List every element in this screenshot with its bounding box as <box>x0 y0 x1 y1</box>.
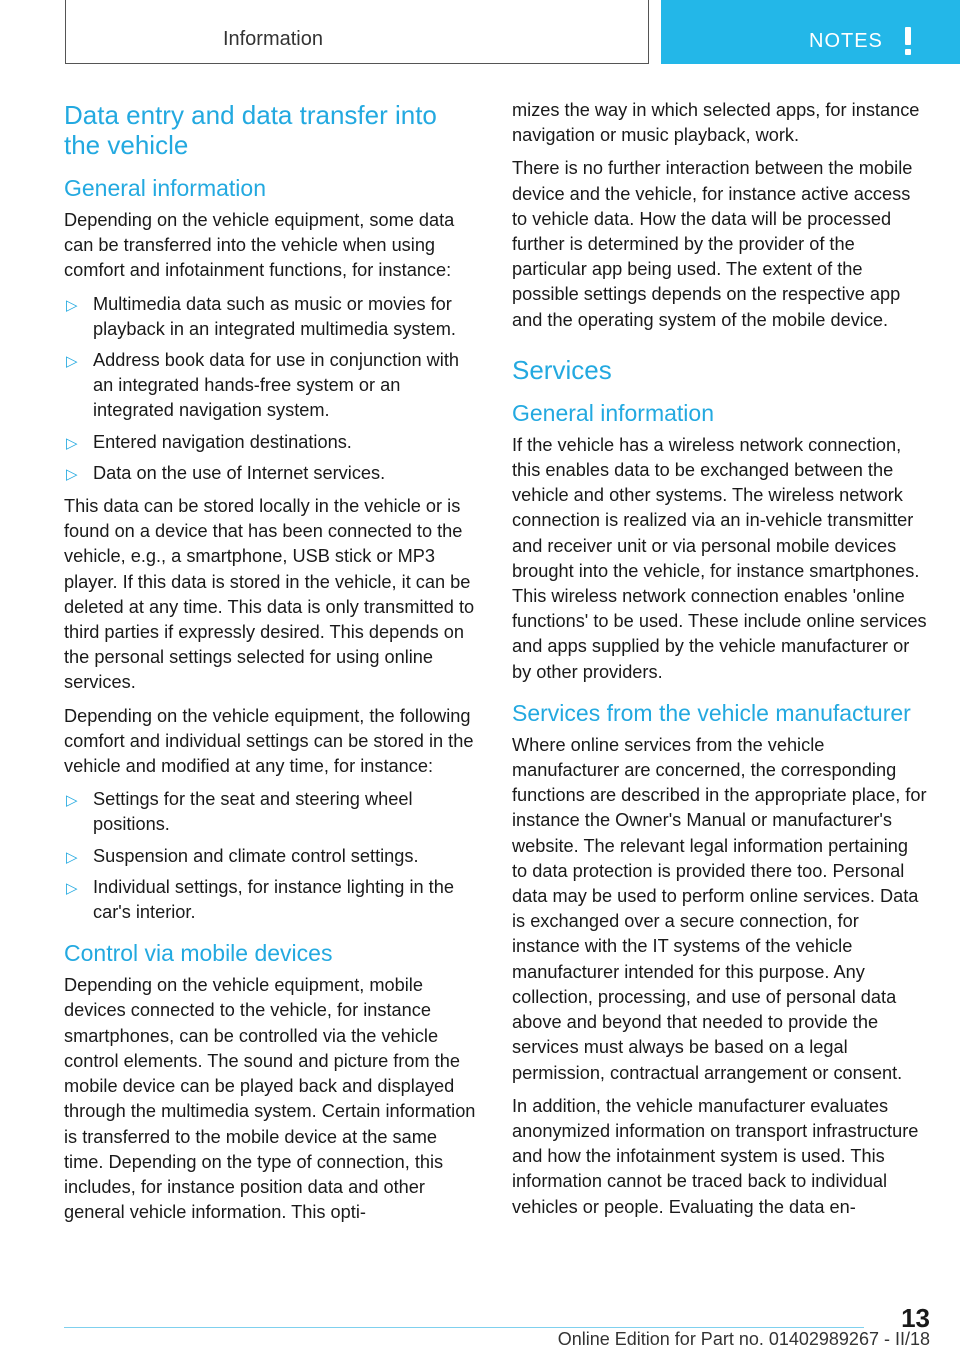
subheading-general-information: General information <box>64 175 266 201</box>
paragraph-settings-intro: Depending on the vehicle equipment, the following comfort and individual settings can be stored in the vehicle and modified at any time, for instance: <box>64 705 474 777</box>
footer-divider <box>64 1327 864 1328</box>
section-heading-services: Services <box>512 354 612 385</box>
triangle-bullet-icon: ▷ <box>66 465 78 483</box>
subheading-services-general: General information <box>512 399 714 426</box>
triangle-bullet-icon: ▷ <box>66 792 78 810</box>
list-item: ▷ Multimedia data such as music or movies for playback in an integrated multimedia system. <box>66 293 456 339</box>
page-number: 13 <box>901 1303 930 1333</box>
paragraph-services-general: If the vehicle has a wireless network connection, this enables data to be exchanged between the vehicle and other systems. The wireless network connection is realized via an in-vehicle transmitter and receiver unit or via personal mobile devices brought into the vehicle, for instance smartphones. This wireless network connection enables 'online functions' to be used. These include online services and apps supplied by the vehicle manufacturer or by other providers. <box>512 434 927 682</box>
paragraph-general-intro: Depending on the vehicle equipment, some data can be transferred into the vehicle when using comfort and infotainment functions, for instance: <box>64 210 455 281</box>
list-item: ▷ Address book data for use in conjunction with an integrated hands-free system or an integrated navigation system. <box>66 350 459 421</box>
subheading-mobile-devices: Control via mobile devices <box>64 940 333 967</box>
paragraph-manufacturer-services: Where online services from the vehicle manufacturer are concerned, the corresponding functions are described in the appropriate place, for instance the Owner's Manual or manufacturer's website. The relevant legal information pertaining to data protection is provided there too. Personal data may be used to perform online services. Data is exchanged over a secure connection, for instance with the IT systems of the vehicle manufacturer intended for this purpose. Any collection, processing, and use of personal data above and beyond that needed to provide the services must always be based on a legal permission, contractual arrangement or consent. <box>512 734 927 1083</box>
triangle-bullet-icon: ▷ <box>66 879 78 897</box>
triangle-bullet-icon: ▷ <box>66 296 78 314</box>
list-data-examples <box>64 292 480 486</box>
triangle-bullet-icon: ▷ <box>66 434 78 452</box>
paragraph-continued: mizes the way in which selected apps, for instance navigation or music playback, work. <box>512 100 920 146</box>
section-heading-data-entry: Data entry and data transfer into the vehicle <box>64 100 437 160</box>
notes-tab-label: NOTES <box>809 30 883 52</box>
subheading-manufacturer-services: Services from the vehicle manufacturer <box>512 699 911 726</box>
triangle-bullet-icon: ▷ <box>66 848 78 866</box>
list-item: ▷ Suspension and climate control settings. <box>64 844 480 869</box>
list-settings <box>64 787 480 925</box>
exclamation-icon <box>901 25 915 57</box>
header-frame <box>65 0 649 64</box>
paragraph-interaction: There is no further interaction between the mobile device and the vehicle, for instance active access to vehicle data. How the data will be processed further is determined by the provider of the particular app being used. The extent of the possible settings depends on the respective app and the operating system of the mobile device. <box>512 158 913 330</box>
notes-tab[interactable] <box>661 0 960 64</box>
footer-edition: Online Edition for Part no. 01402989267 - II/18 <box>557 1329 930 1349</box>
list-item: ▷ Individual settings, for instance lighting in the car's interior. <box>66 876 454 923</box>
paragraph-anonymized: In addition, the vehicle manufacturer evaluates anonymized information on transport infrastructure and how the infotainment system is used. This information cannot be traced back to individual vehicles or people. Evaluating the data en- <box>512 1095 919 1217</box>
list-item: ▷ Entered navigation destinations. <box>64 430 480 455</box>
triangle-bullet-icon: ▷ <box>66 353 78 371</box>
right-column <box>512 98 928 1228</box>
paragraph-storage: This data can be stored locally in the vehicle or is found on a device that has been connected to the vehicle, e.g., a smartphone, USB stick or MP3 player. If this data is stored in the vehicle, it can be deleted at any time. This data is only transmitted to third parties if expressly desired. This depends on the personal settings selected for using online services. <box>64 496 475 693</box>
list-item: ▷ Settings for the seat and steering wheel positions. <box>66 789 413 835</box>
left-column <box>64 100 480 1233</box>
section-title: Information <box>222 28 323 50</box>
list-item: ▷ Data on the use of Internet services. <box>64 461 480 486</box>
paragraph-mobile-devices: Depending on the vehicle equipment, mobile devices connected to the vehicle, for instance smartphones, can be controlled via the vehicle control elements. The sound and picture from the mobile device can be played back and displayed through the multimedia system. Certain information is transferred to the mobile device at the same time. Depending on the type of connection, this includes, for instance position data and other general vehicle information. This opti- <box>64 975 476 1223</box>
